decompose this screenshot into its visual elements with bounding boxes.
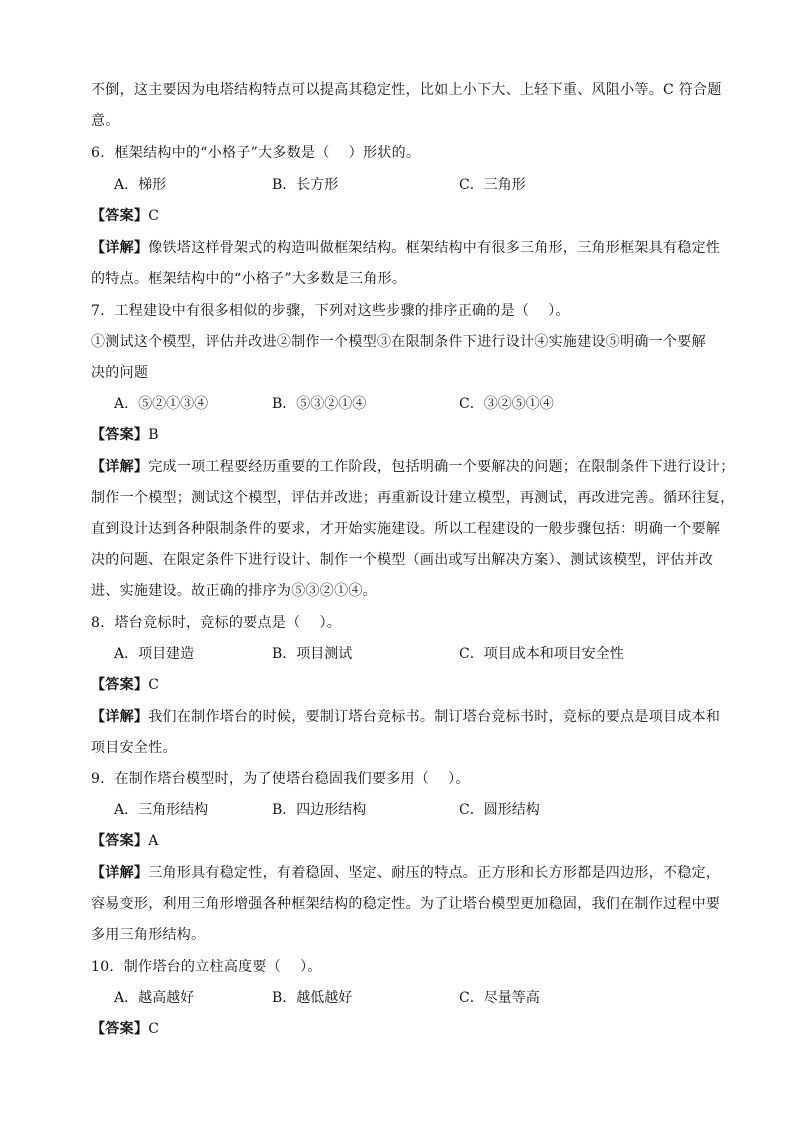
answer-label: 【答案】: [91, 677, 149, 693]
answer-line: [91, 675, 704, 695]
question-stem: 10．制作塔台的立柱高度要（ ）。: [91, 959, 322, 975]
option-c: C．项目成本和项目安全性: [459, 646, 624, 662]
option-b: B．四边形结构: [272, 802, 367, 818]
detail-label: 【详解】: [91, 865, 149, 881]
question-stem: 7．工程建设中有很多相似的步骤，下列对这些步骤的排序正确的是（ ）。: [91, 303, 570, 319]
detail-text: 三角形具有稳定性，有着稳固、坚定、耐压的特点。正方形和长方形都是四边形，不稳定，: [148, 865, 721, 881]
answer-label: 【答案】: [91, 833, 149, 849]
detail-line: 项目安全性。: [91, 740, 177, 756]
detail-text: 完成一项工程要经历重要的工作阶段，包括明确一个要解决的问题；在限制条件下进行设计；: [148, 459, 735, 475]
option-c: C．三角形: [459, 177, 526, 193]
option-a: A．项目建造: [114, 646, 195, 662]
option-b: B．⑤③②①④: [272, 396, 367, 412]
detail-line: 制作一个模型；测试这个模型，评估并改进；再重新设计建立模型，再测试，再改进完善。循环往复，: [91, 490, 735, 506]
detail-label: 【详解】: [91, 240, 149, 256]
detail-line: [91, 863, 721, 883]
question-stem: 8．塔台竞标时，竞标的要点是（ ）。: [91, 615, 342, 631]
answer-line: [91, 1019, 704, 1039]
answer-value: C: [148, 1021, 160, 1037]
detail-line: 的特点。框架结构中的“小格子”大多数是三角形。: [91, 271, 407, 287]
detail-line: [91, 707, 721, 727]
answer-line: [91, 425, 704, 445]
answer-value: A: [148, 833, 159, 849]
option-c: C．③②⑤①④: [459, 396, 554, 412]
detail-label: 【详解】: [91, 459, 149, 475]
option-b: B．项目测试: [272, 646, 353, 662]
answer-label: 【答案】: [91, 427, 149, 443]
answer-label: 【答案】: [91, 1021, 149, 1037]
answer-line: [91, 206, 704, 226]
detail-text: 我们在制作塔台的时候，要制订塔台竞标书。制订塔台竞标书时，竞标的要点是项目成本和: [148, 709, 721, 725]
detail-line: [91, 238, 721, 258]
answer-label: 【答案】: [91, 208, 149, 224]
option-a: A．越高越好: [114, 990, 195, 1006]
detail-line: [91, 457, 735, 477]
option-b: B．越低越好: [272, 990, 353, 1006]
question-stem: 决的问题: [91, 365, 149, 381]
option-c: C．圆形结构: [459, 802, 540, 818]
detail-line: 容易变形，利用三角形增强各种框架结构的稳定性。为了让塔台模型更加稳固，我们在制作过程中要: [91, 896, 721, 912]
question-stem: 9．在制作塔台模型时，为了使塔台稳固我们要多用（ ）。: [91, 771, 470, 787]
answer-value: B: [148, 427, 159, 443]
answer-line: [91, 831, 704, 851]
option-a: A．⑤②①③④: [114, 396, 209, 412]
detail-line: 决的问题、在限定条件下进行设计、制作一个模型（画出或写出解决方案）、测试该模型，评估并改: [91, 552, 714, 568]
detail-label: 【详解】: [91, 709, 149, 725]
answer-value: C: [148, 677, 160, 693]
option-a: A．梯形: [114, 177, 167, 193]
intro-line: 不倒，这主要因为电塔结构特点可以提高其稳定性，比如上小下大、上轻下重、风阻小等。C 符合题: [91, 82, 722, 98]
question-stem: 6．框架结构中的“小格子”大多数是（ ）形状的。: [91, 145, 421, 161]
question-stem: ①测试这个模型，评估并改进②制作一个模型③在限制条件下进行设计④实施建设⑤明确一个要解: [91, 334, 706, 350]
detail-line: 进、实施建设。故正确的排序为⑤③②①④。: [91, 583, 377, 599]
answer-value: C: [148, 208, 160, 224]
detail-text: 像铁塔这样骨架式的构造叫做框架结构。框架结构中有很多三角形，三角形框架具有稳定性: [148, 240, 721, 256]
option-b: B．长方形: [272, 177, 339, 193]
detail-line: 直到设计达到各种限制条件的要求，才开始实施建设。所以工程建设的一般步骤包括：明确一个要解: [91, 521, 721, 537]
option-a: A．三角形结构: [114, 802, 209, 818]
detail-line: 多用三角形结构。: [91, 927, 206, 943]
intro-line: 意。: [91, 113, 120, 129]
option-c: C．尽量等高: [459, 990, 540, 1006]
